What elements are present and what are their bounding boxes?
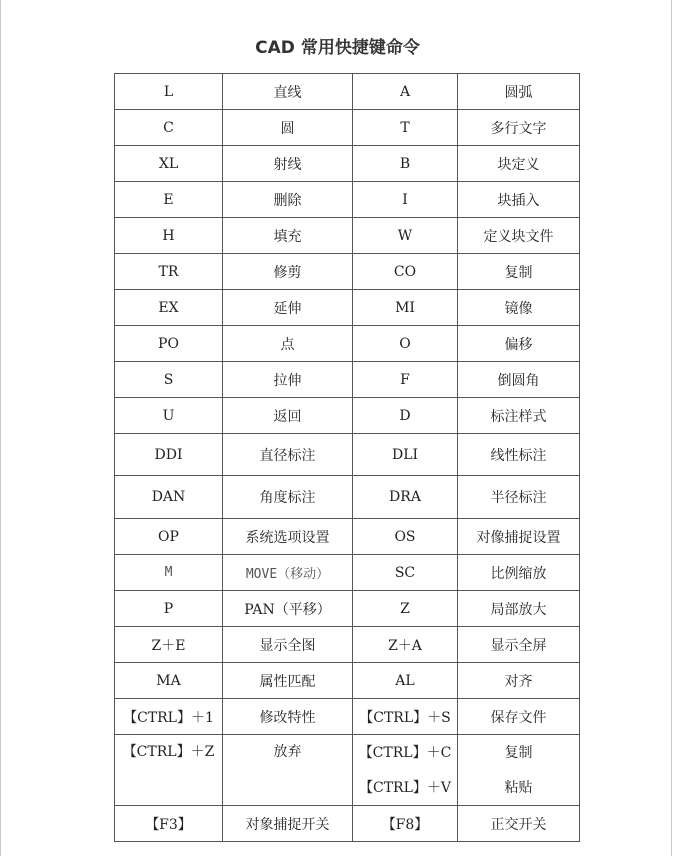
cell-key: 【CTRL】＋S [353,699,458,735]
cell-key: SC [353,555,458,591]
table-row [115,254,580,290]
cell-command: 对像捕捉设置 [458,519,580,555]
cell-command: 返回 [223,398,353,434]
table-row [115,398,580,434]
cell-key: P [115,591,223,627]
table-row [115,591,580,627]
cell-command: 点 [223,326,353,362]
cell-command: 修剪 [223,254,353,290]
cell-key: TR [115,254,223,290]
cell-command: 粘贴 [458,770,580,806]
cell-key: EX [115,290,223,326]
cell-command: 射线 [223,146,353,182]
cell-command: 放弃 [223,735,353,806]
cell-command: MOVE（移动） [223,555,353,591]
cell-key: AL [353,663,458,699]
table-row [115,555,580,591]
cell-command: 块插入 [458,182,580,218]
cell-command: 正交开关 [458,806,580,842]
cell-key: T [353,110,458,146]
cell-key: 【F3】 [115,806,223,842]
cell-key: M [115,555,223,591]
table-row [115,146,580,182]
cell-command: 标注样式 [458,398,580,434]
cell-key: OS [353,519,458,555]
cell-key: OP [115,519,223,555]
cell-key: MI [353,290,458,326]
table-row [115,476,580,519]
cell-command: 显示全屏 [458,627,580,663]
table-row [115,699,580,735]
table-row [115,806,580,842]
cell-key: O [353,326,458,362]
table-row [115,74,580,110]
cell-key: S [115,362,223,398]
table-row [115,326,580,362]
cell-key: 【CTRL】＋V [353,770,458,806]
document-title: CAD 常用快捷键命令 [255,38,420,58]
cell-key: C [115,110,223,146]
cell-key: 【F8】 [353,806,458,842]
table-row [115,218,580,254]
cell-command: 角度标注 [223,476,353,519]
cell-key: Z＋A [353,627,458,663]
cell-key: F [353,362,458,398]
cell-key: Z＋E [115,627,223,663]
table-row [115,434,580,476]
cell-command: 拉伸 [223,362,353,398]
cell-command: 圆 [223,110,353,146]
cell-key: XL [115,146,223,182]
cell-key: DLI [353,434,458,476]
cell-command: 直径标注 [223,434,353,476]
cell-command: 多行文字 [458,110,580,146]
cell-key: 【CTRL】＋Z [115,735,223,806]
cell-key: W [353,218,458,254]
table-row-merged [115,735,580,770]
cell-command: 定义块文件 [458,218,580,254]
cell-key: E [115,182,223,218]
table-row [115,182,580,218]
cell-key: DRA [353,476,458,519]
cell-command: 倒圆角 [458,362,580,398]
cell-key: PO [115,326,223,362]
cell-key: H [115,218,223,254]
cell-command: 对齐 [458,663,580,699]
table-row [115,362,580,398]
cell-command: 半径标注 [458,476,580,519]
cell-command: 修改特性 [223,699,353,735]
table-row [115,110,580,146]
cell-key: DDI [115,434,223,476]
cell-key: CO [353,254,458,290]
cell-command: 直线 [223,74,353,110]
cell-key: A [353,74,458,110]
cell-key: 【CTRL】＋C [353,735,458,770]
table-row [115,519,580,555]
cell-command: 填充 [223,218,353,254]
cell-command: 显示全图 [223,627,353,663]
page-border-right [671,0,672,856]
cell-command: 删除 [223,182,353,218]
cell-command: 系统选项设置 [223,519,353,555]
cell-command: 比例缩放 [458,555,580,591]
table-row [115,290,580,326]
cell-command: 对象捕捉开关 [223,806,353,842]
cell-key: DAN [115,476,223,519]
shortcut-table-body [115,74,580,842]
cell-command: 复制 [458,254,580,290]
shortcut-table [114,73,580,842]
cell-command: 保存文件 [458,699,580,735]
cell-command: 偏移 [458,326,580,362]
cell-command: PAN（平移） [223,591,353,627]
table-row [115,663,580,699]
cell-command: 圆弧 [458,74,580,110]
cell-key: B [353,146,458,182]
cell-key: I [353,182,458,218]
cell-command: 镜像 [458,290,580,326]
cell-key: 【CTRL】＋1 [115,699,223,735]
cell-key: U [115,398,223,434]
cell-command: 延伸 [223,290,353,326]
cell-command: 复制 [458,735,580,770]
cell-command: 局部放大 [458,591,580,627]
page-border-left [0,0,1,856]
table-row [115,627,580,663]
cell-key: Z [353,591,458,627]
cell-key: MA [115,663,223,699]
cell-command: 线性标注 [458,434,580,476]
cell-key: D [353,398,458,434]
cell-command: 块定义 [458,146,580,182]
cell-command: 属性匹配 [223,663,353,699]
cell-key: L [115,74,223,110]
